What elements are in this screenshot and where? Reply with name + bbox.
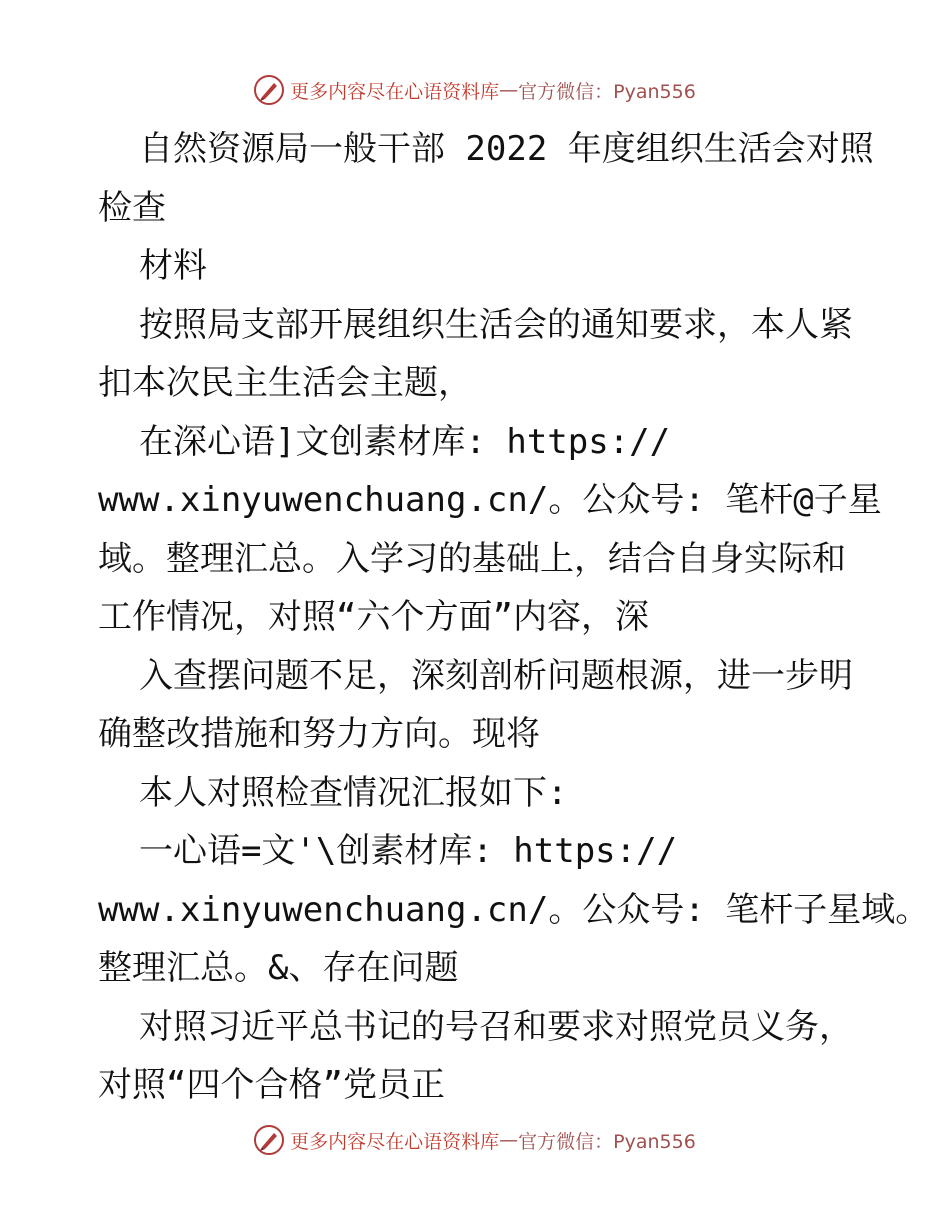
banner-separator: — [499,1129,519,1151]
text-line: 本人对照检查情况汇报如下: [98,772,568,813]
text-line: 自然资源局一般干部 2022 年度组织生活会对照 [98,129,874,169]
banner-separator: — [499,79,519,101]
footer-watermark-banner [0,1120,950,1160]
banner-text: 更多内容尽在心语资料库 [290,80,500,103]
text-line: 入查摆问题不足，深刻剖析问题根源，进一步明 [98,655,853,696]
text-line: www.xinyuwenchuang.cn/。公众号: 笔杆子星域。 [98,889,930,930]
banner-text: 更多内容尽在心语资料库 [290,1130,500,1153]
text-line: 扣本次民主生活会主题， [98,363,472,403]
text-line: 一心语=文'\创素材库: https:// [98,831,678,871]
text-line: 对照习近平总书记的号召和要求对照党员义务， [98,1006,853,1047]
header-watermark-banner [0,70,950,110]
document-body [98,120,930,1115]
text-line: 按照局支部开展组织生活会的通知要求，本人紧 [98,304,853,345]
text-line: 整理汇总。&、存在问题 [98,948,459,988]
pen-logo-icon [254,1125,284,1155]
pen-logo-icon [254,75,284,105]
text-line: 材料 [98,246,207,286]
text-line: 确整改措施和努力方向。现将 [98,714,540,754]
text-line: 对照“四个合格”党员正 [98,1065,445,1105]
text-line: 域。整理汇总。入学习的基础上，结合自身实际和 [98,538,846,579]
banner-wechat: 官方微信：Pyan556 [518,1130,696,1153]
text-line: 在深心语]文创素材库: https:// [98,421,671,462]
text-line: 工作情况，对照“六个方面”内容，深 [98,597,649,637]
text-line: 检查 [98,187,166,228]
text-line: www.xinyuwenchuang.cn/。公众号: 笔杆@子星 [98,480,882,520]
banner-wechat: 官方微信：Pyan556 [518,80,696,103]
